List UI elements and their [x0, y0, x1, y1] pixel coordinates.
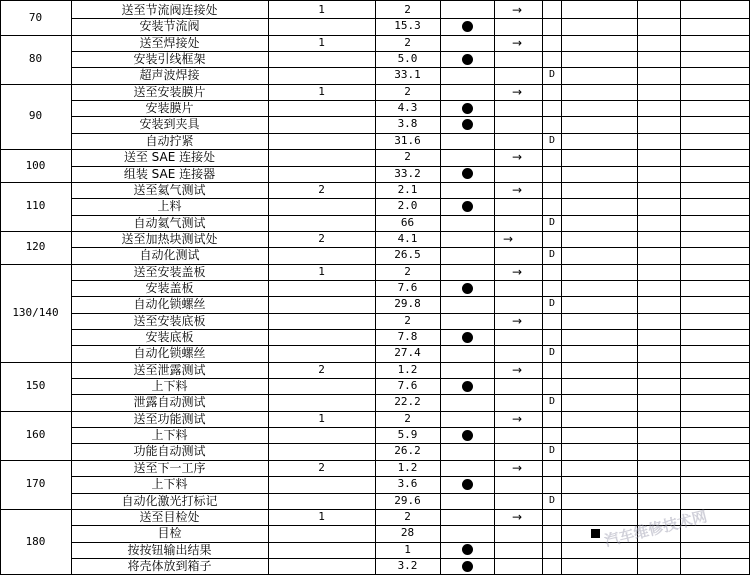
- task-description: 安装到夹具: [139, 117, 200, 132]
- operation-dot-icon: [462, 21, 473, 32]
- operator-count: [268, 215, 375, 231]
- cycle-time: 2.0: [397, 199, 418, 213]
- step-id: 130/140: [12, 305, 59, 319]
- operator-count: [268, 198, 375, 214]
- task-description: 送至泄露测试: [133, 362, 206, 377]
- grid-line-horizontal: [0, 0, 750, 1]
- cycle-time: 2: [404, 264, 411, 278]
- transport-arrow-icon: →: [512, 460, 523, 475]
- operator-count: 1: [318, 84, 325, 98]
- cycle-time: 7.8: [397, 330, 418, 343]
- task-description: 自动化激光打标记: [121, 493, 218, 508]
- task-description: 安装盖板: [145, 280, 194, 295]
- grid-line-horizontal: [0, 574, 750, 575]
- delay-d-icon: D: [549, 445, 556, 457]
- operation-dot-icon: [462, 119, 473, 130]
- operator-count: [268, 476, 375, 492]
- cycle-time: 29.6: [394, 493, 421, 507]
- operator-count: [268, 345, 375, 361]
- task-description: 组装 SAE 连接器: [123, 166, 216, 181]
- transport-arrow-icon: →: [512, 3, 523, 17]
- task-description: 将壳体放到箱子: [127, 558, 212, 573]
- cycle-time: 33.1: [394, 68, 421, 82]
- cycle-time: 26.2: [394, 444, 421, 458]
- task-description: 按按钮输出结果: [127, 542, 212, 557]
- task-description: 送至下一工序: [133, 460, 206, 475]
- cycle-time: 66: [400, 215, 415, 229]
- operation-dot-icon: [462, 332, 473, 343]
- cycle-time: 29.8: [394, 297, 421, 311]
- step-id: 120: [25, 240, 46, 254]
- step-id: 100: [25, 158, 46, 172]
- operator-count: [268, 493, 375, 509]
- cycle-time: 4.3: [397, 101, 418, 115]
- operator-count: 2: [318, 362, 325, 376]
- operator-count: 1: [318, 509, 325, 523]
- cycle-time: 1: [404, 542, 411, 556]
- transport-arrow-icon: →: [512, 362, 523, 377]
- grid-line-vertical: [680, 0, 681, 575]
- operator-count: [268, 67, 375, 83]
- operator-count: [268, 247, 375, 263]
- transport-arrow-icon: →: [512, 411, 523, 426]
- operator-count: [268, 378, 375, 394]
- cycle-time: 31.6: [394, 133, 421, 147]
- cycle-time: 2: [404, 84, 411, 98]
- cycle-time: 33.2: [394, 166, 421, 180]
- cycle-time: 5.9: [397, 428, 418, 442]
- operation-dot-icon: [462, 381, 473, 392]
- operator-count: [268, 149, 375, 165]
- operation-dot-icon: [462, 430, 473, 441]
- operator-count: 2: [318, 460, 325, 474]
- operator-count: [268, 525, 375, 541]
- cycle-time: 3.8: [397, 117, 418, 131]
- delay-d-icon: D: [549, 216, 556, 228]
- task-description: 安装底板: [145, 330, 194, 344]
- cycle-time: 15.3: [394, 19, 421, 33]
- operator-count: [268, 427, 375, 443]
- operation-dot-icon: [462, 54, 473, 65]
- task-description: 送至安装盖板: [133, 264, 206, 279]
- task-description: 送至安装膜片: [133, 84, 206, 99]
- task-description: 自动化锁螺丝: [133, 346, 206, 361]
- transport-arrow-icon: →: [512, 84, 523, 99]
- cycle-time: 3.6: [397, 477, 418, 491]
- task-description: 安装膜片: [145, 101, 194, 116]
- operator-count: [268, 280, 375, 296]
- cycle-time: 1.2: [397, 460, 418, 474]
- delay-d-icon: D: [549, 396, 556, 408]
- delay-d-icon: D: [549, 494, 556, 506]
- task-description: 自动化锁螺丝: [133, 297, 206, 312]
- task-description: 泄露自动测试: [133, 395, 206, 410]
- cycle-time: 2.1: [397, 182, 418, 196]
- task-description: 送至氦气测试: [133, 182, 206, 197]
- operator-count: 1: [318, 264, 325, 278]
- operator-count: 1: [318, 3, 325, 16]
- operator-count: 2: [318, 182, 325, 196]
- operation-dot-icon: [462, 283, 473, 294]
- operator-count: [268, 166, 375, 182]
- cycle-time: 2: [404, 3, 411, 16]
- operator-count: [268, 443, 375, 459]
- step-id: 150: [25, 379, 46, 393]
- cycle-time: 2: [404, 313, 411, 327]
- inspection-square-icon: [591, 529, 600, 538]
- task-description: 目检: [157, 526, 182, 541]
- task-description: 上下料: [151, 428, 188, 443]
- operation-dot-icon: [462, 168, 473, 179]
- grid-line-vertical: [494, 0, 495, 575]
- operator-count: [268, 394, 375, 410]
- task-description: 安装引线框架: [133, 52, 206, 67]
- operation-dot-icon: [462, 201, 473, 212]
- transport-arrow-icon: →: [512, 509, 523, 524]
- operation-dot-icon: [462, 479, 473, 490]
- task-description: 安装节流阀: [139, 19, 200, 34]
- task-description: 上下料: [151, 379, 188, 394]
- cycle-time: 7.6: [397, 280, 418, 294]
- transport-arrow-icon: →: [503, 231, 514, 246]
- operation-dot-icon: [462, 544, 473, 555]
- operator-count: [268, 116, 375, 132]
- operator-count: [268, 542, 375, 558]
- operator-count: [268, 558, 375, 574]
- step-id: 80: [28, 52, 43, 66]
- grid-line-vertical: [440, 0, 441, 575]
- cycle-time: 1.2: [397, 362, 418, 376]
- delay-d-icon: D: [549, 134, 556, 146]
- cycle-time: 2: [404, 35, 411, 49]
- cycle-time: 2: [404, 411, 411, 425]
- delay-d-icon: D: [549, 347, 556, 359]
- task-description: 自动氦气测试: [133, 215, 206, 230]
- operator-count: [268, 18, 375, 34]
- step-id: 160: [25, 428, 46, 442]
- transport-arrow-icon: →: [512, 35, 523, 50]
- cycle-time: 27.4: [394, 346, 421, 360]
- cycle-time: 5.0: [397, 52, 418, 66]
- delay-d-icon: D: [549, 298, 556, 310]
- watermark: 汽车维修技术网: [602, 507, 709, 551]
- step-id: 70: [28, 11, 43, 25]
- operator-count: [268, 296, 375, 312]
- cycle-time: 7.6: [397, 379, 418, 393]
- transport-arrow-icon: →: [512, 264, 523, 279]
- operator-count: [268, 313, 375, 329]
- operator-count: [268, 133, 375, 149]
- task-description: 自动化测试: [139, 248, 200, 263]
- task-description: 送至 SAE 连接处: [123, 150, 216, 165]
- cycle-time: 2: [404, 509, 411, 523]
- operation-dot-icon: [462, 561, 473, 572]
- delay-d-icon: D: [549, 69, 556, 81]
- step-id: 90: [28, 109, 43, 123]
- task-description: 自动拧紧: [145, 133, 194, 148]
- transport-arrow-icon: →: [512, 150, 523, 165]
- task-description: 送至加热块测试处: [121, 231, 218, 246]
- step-id: 110: [25, 199, 46, 213]
- cycle-time: 22.2: [394, 395, 421, 409]
- step-id: 170: [25, 477, 46, 491]
- operation-dot-icon: [462, 103, 473, 114]
- task-description: 超声波焊接: [139, 68, 200, 83]
- cycle-time: 26.5: [394, 248, 421, 262]
- cycle-time: 28: [400, 526, 415, 540]
- task-description: 送至功能测试: [133, 411, 206, 426]
- task-description: 上下料: [151, 477, 188, 492]
- operator-count: [268, 100, 375, 116]
- transport-arrow-icon: →: [512, 313, 523, 328]
- operator-count: 1: [318, 411, 325, 425]
- cycle-time: 3.2: [397, 558, 418, 572]
- task-description: 送至目检处: [139, 509, 200, 524]
- grid-line-vertical: [561, 0, 562, 575]
- delay-d-icon: D: [549, 249, 556, 261]
- task-description: 送至安装底板: [133, 313, 206, 328]
- task-description: 送至节流阀连接处: [121, 3, 218, 17]
- task-description: 上料: [157, 199, 182, 214]
- step-id: 180: [25, 534, 46, 548]
- operator-count: [268, 51, 375, 67]
- task-description: 送至焊接处: [139, 35, 200, 50]
- cycle-time: 4.1: [397, 231, 418, 245]
- grid-line-vertical: [542, 0, 543, 575]
- operator-count: [268, 329, 375, 345]
- operator-count: 1: [318, 35, 325, 49]
- task-description: 功能自动测试: [133, 444, 206, 459]
- transport-arrow-icon: →: [512, 182, 523, 197]
- cycle-time: 2: [404, 150, 411, 164]
- operator-count: 2: [318, 231, 325, 245]
- grid-line-vertical: [637, 0, 638, 575]
